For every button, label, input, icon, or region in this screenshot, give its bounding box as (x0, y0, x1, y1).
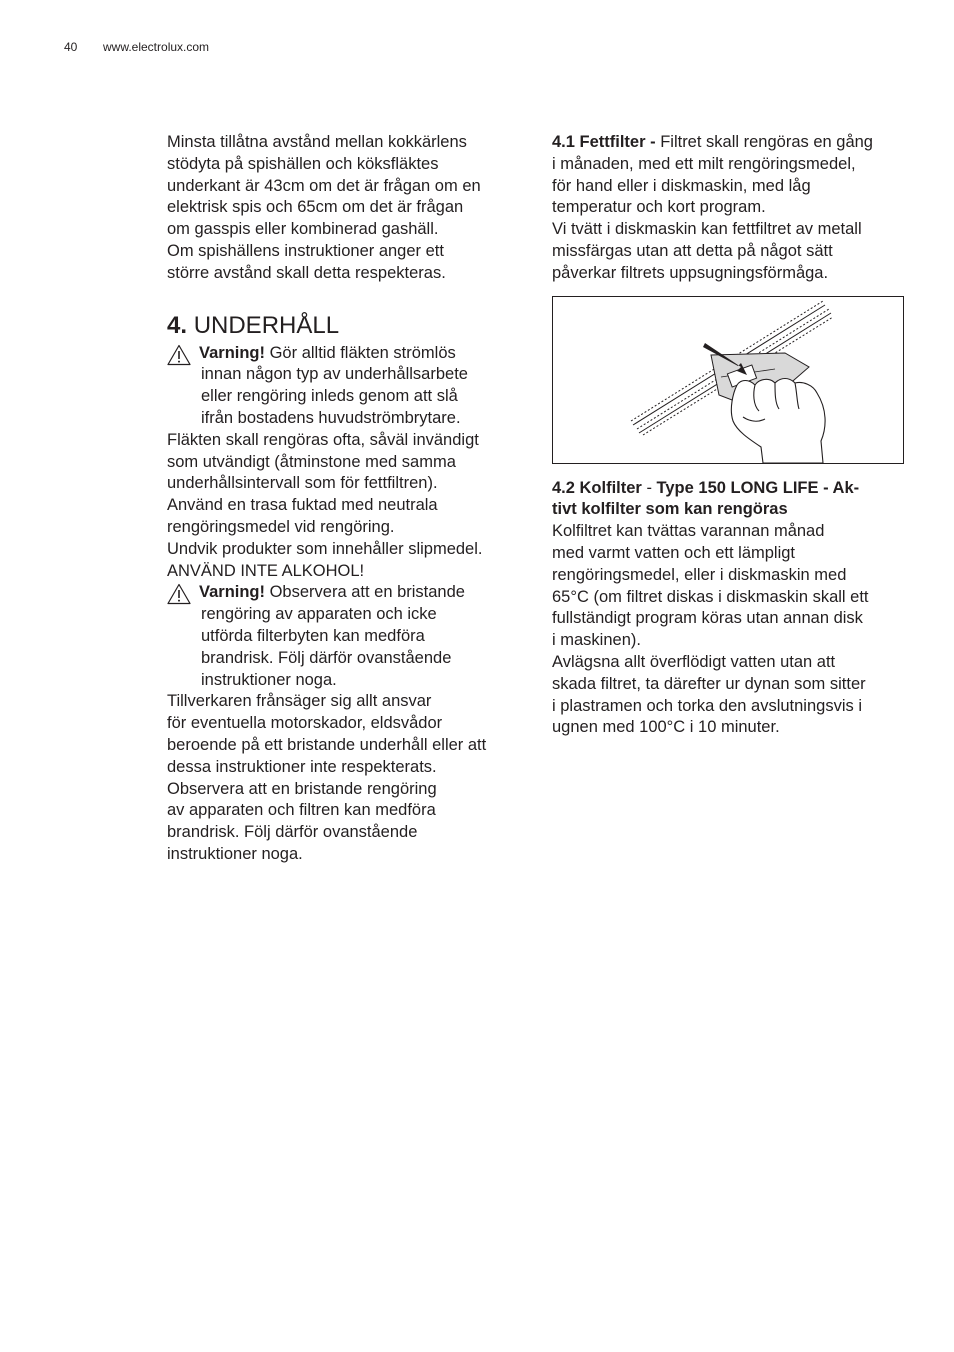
text-line: underkant är 43cm om det är frågan om en (167, 176, 481, 195)
text-line: Fläkten skall rengöras ofta, såväl invändigt (167, 430, 479, 449)
text-line: för hand eller i diskmaskin, med låg (552, 176, 811, 195)
kolfilter-heading-cont: tivt kolfilter som kan rengöras (552, 500, 788, 519)
text-line: rengöring av apparaten och icke (201, 605, 437, 624)
body-paragraph-2 (167, 691, 527, 865)
fettfilter-text: Filtret skall rengöras en gång (655, 133, 873, 151)
text-line: brandrisk. Följ därför ovanstående (201, 648, 452, 667)
section-title: UNDERHÅLL (193, 311, 340, 339)
text-line: rengöringsmedel, eller i diskmaskin med (552, 565, 847, 584)
text-line: brandrisk. Följ därför ovanstående (167, 823, 418, 842)
warning-text: Gör alltid fläkten strömlös (265, 343, 456, 362)
section-heading (167, 311, 527, 341)
fettfilter-heading: 4.1 Fettfilter - (552, 133, 656, 151)
text-line: större avstånd skall detta respekteras. (167, 263, 446, 282)
text-line: 65°C (om filtret diskas i diskmaskin skall ett (552, 587, 869, 606)
text-line: missfärgas utan att detta på något sätt (552, 241, 833, 260)
text-line: stödyta på spishällen och köksfläktes (167, 154, 439, 173)
fettfilter-first-line (552, 132, 908, 154)
section-number: 4. (167, 311, 188, 339)
kolfilter-heading-line (552, 478, 908, 500)
site-url: www.electrolux.com (103, 40, 210, 54)
left-column (167, 132, 527, 866)
text-line: i månaden, med ett milt rengöringsmedel, (552, 154, 856, 173)
page-number: 40 (64, 40, 78, 54)
filter-removal-illustration (552, 296, 904, 464)
text-line: ANVÄND INTE ALKOHOL! (167, 561, 365, 580)
text-line: som utvändigt (åtminstone med samma (167, 452, 456, 471)
text-line: instruktioner noga. (201, 670, 337, 689)
text-line: skada filtret, ta därefter ur dynan som sitter (552, 674, 866, 693)
text-line: i plastramen och torka den avslutningsvis i (552, 696, 862, 715)
body-paragraph-1 (167, 430, 527, 583)
kolfilter-dash: - (641, 478, 657, 497)
text-line: Använd en trasa fuktad med neutrala (167, 496, 438, 515)
text-line: med varmt vatten och ett lämpligt (552, 543, 796, 562)
warning-label: Varning! (199, 583, 266, 602)
text-line: Avlägsna allt överflödigt vatten utan att (552, 652, 836, 671)
text-line: i maskinen). (552, 631, 641, 650)
text-line: Vi tvätt i diskmaskin kan fettfiltret av metall (552, 220, 862, 239)
text-line: temperatur och kort program. (552, 198, 766, 217)
text-line: av apparaten och filtren kan medföra (167, 801, 436, 820)
text-line: ifrån bostadens huvudströmbrytare. (201, 408, 461, 427)
text-line: om gasspis eller kombinerad gashäll. (167, 220, 439, 239)
text-line: Tillverkaren frånsäger sig allt ansvar (167, 692, 432, 711)
text-line: innan någon typ av underhållsarbete (201, 365, 468, 384)
text-line: dessa instruktioner inte respekterats. (167, 757, 437, 776)
text-line: för eventuella motorskador, eldsvådor (167, 714, 443, 733)
filter-illustration-svg (553, 297, 903, 463)
text-line: fullständigt program köras utan annan disk (552, 609, 863, 628)
text-line: Om spishällens instruktioner anger ett (167, 241, 444, 260)
kolfilter-paragraph (552, 478, 908, 740)
text-line: Observera att en bristande rengöring (167, 779, 437, 798)
warning-block-2 (167, 582, 527, 691)
text-line: instruktioner noga. (167, 844, 303, 863)
text-line: Undvik produkter som innehåller slipmedel. (167, 539, 483, 558)
text-line: elektrisk spis och 65cm om det är frågan (167, 198, 464, 217)
intro-paragraph (167, 132, 527, 285)
text-line: påverkar filtrets uppsugningsförmåga. (552, 263, 829, 282)
kolfilter-heading: 4.2 Kolfilter (552, 478, 642, 497)
text-line: beroende på ett bristande underhåll eller att (167, 735, 487, 754)
kolfilter-type: Type 150 LONG LIFE - Ak- (656, 478, 860, 497)
warning-text: Observera att en bristande (265, 583, 465, 602)
fettfilter-paragraph (552, 132, 908, 285)
warning-triangle-icon (167, 583, 191, 605)
text-line: underhållsintervall som för fettfiltren). (167, 474, 438, 493)
text-line: ugnen med 100°C i 10 minuter. (552, 718, 780, 737)
warning-triangle-icon (167, 344, 191, 366)
text-line: rengöringsmedel vid rengöring. (167, 517, 395, 536)
text-line: utförda filterbyten kan medföra (201, 626, 425, 645)
text-line: Kolfiltret kan tvättas varannan månad (552, 522, 825, 541)
warning-first-line (167, 582, 527, 604)
text-line: Minsta tillåtna avstånd mellan kokkärlens (167, 133, 467, 151)
warning-first-line (167, 343, 527, 365)
right-column (552, 132, 908, 739)
text-line: eller rengöring inleds genom att slå (201, 387, 458, 406)
warning-label: Varning! (199, 343, 266, 362)
warning-block-1 (167, 343, 527, 430)
